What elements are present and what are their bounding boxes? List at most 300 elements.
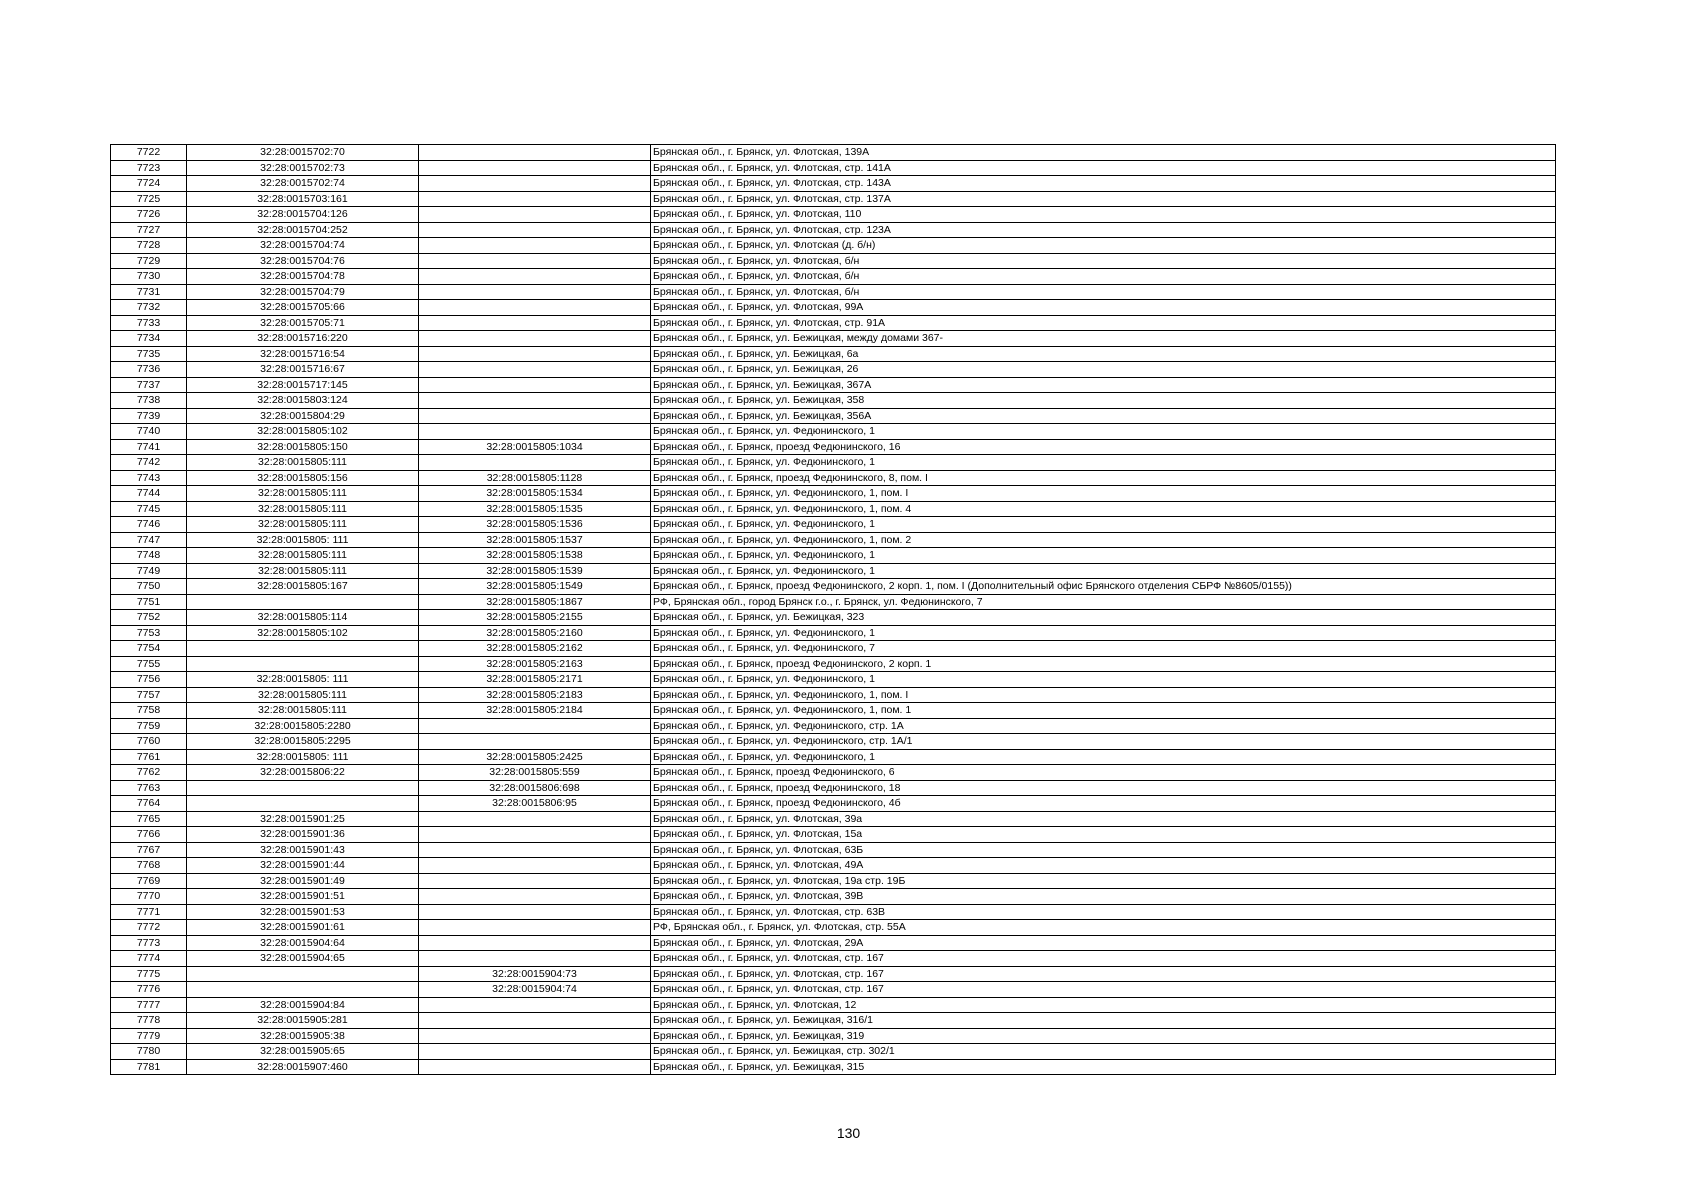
land-cadastral-number-cell: 32:28:0015703:161 bbox=[187, 191, 419, 207]
land-cadastral-number-cell: 32:28:0015805:111 bbox=[187, 687, 419, 703]
land-cadastral-number-cell: 32:28:0015702:74 bbox=[187, 176, 419, 192]
table-row bbox=[111, 734, 1556, 750]
object-cadastral-number-cell bbox=[419, 269, 651, 285]
object-cadastral-number-cell bbox=[419, 253, 651, 269]
address-cell: Брянская обл., г. Брянск, ул. Флотская (д. б/н) bbox=[651, 238, 1556, 254]
table-row bbox=[111, 780, 1556, 796]
row-number-cell: 7777 bbox=[111, 997, 187, 1013]
row-number-cell: 7724 bbox=[111, 176, 187, 192]
row-number-cell: 7743 bbox=[111, 470, 187, 486]
row-number-cell: 7747 bbox=[111, 532, 187, 548]
table-row bbox=[111, 563, 1556, 579]
table-row bbox=[111, 656, 1556, 672]
object-cadastral-number-cell bbox=[419, 997, 651, 1013]
address-cell: Брянская обл., г. Брянск, ул. Бежицкая, 323 bbox=[651, 610, 1556, 626]
address-cell: Брянская обл., г. Брянск, ул. Флотская, 49А bbox=[651, 858, 1556, 874]
land-cadastral-number-cell: 32:28:0015805:2295 bbox=[187, 734, 419, 750]
object-cadastral-number-cell bbox=[419, 362, 651, 378]
table-row bbox=[111, 284, 1556, 300]
object-cadastral-number-cell: 32:28:0015904:74 bbox=[419, 982, 651, 998]
address-cell: Брянская обл., г. Брянск, ул. Флотская, 99А bbox=[651, 300, 1556, 316]
address-cell: Брянская обл., г. Брянск, ул. Бежицкая, 26 bbox=[651, 362, 1556, 378]
object-cadastral-number-cell: 32:28:0015805:1539 bbox=[419, 563, 651, 579]
table-row bbox=[111, 873, 1556, 889]
table-row bbox=[111, 594, 1556, 610]
land-cadastral-number-cell: 32:28:0015704:252 bbox=[187, 222, 419, 238]
table-row bbox=[111, 408, 1556, 424]
land-cadastral-number-cell bbox=[187, 656, 419, 672]
land-cadastral-number-cell: 32:28:0015901:53 bbox=[187, 904, 419, 920]
row-number-cell: 7734 bbox=[111, 331, 187, 347]
object-cadastral-number-cell bbox=[419, 858, 651, 874]
row-number-cell: 7740 bbox=[111, 424, 187, 440]
address-cell: Брянская обл., г. Брянск, ул. Флотская, стр. 143А bbox=[651, 176, 1556, 192]
land-cadastral-number-cell: 32:28:0015907:460 bbox=[187, 1059, 419, 1075]
row-number-cell: 7771 bbox=[111, 904, 187, 920]
row-number-cell: 7736 bbox=[111, 362, 187, 378]
table-row bbox=[111, 687, 1556, 703]
table-row bbox=[111, 238, 1556, 254]
address-cell: Брянская обл., г. Брянск, ул. Бежицкая, стр. 302/1 bbox=[651, 1044, 1556, 1060]
row-number-cell: 7762 bbox=[111, 765, 187, 781]
table-row bbox=[111, 858, 1556, 874]
object-cadastral-number-cell: 32:28:0015805:2163 bbox=[419, 656, 651, 672]
table-row bbox=[111, 749, 1556, 765]
address-cell: Брянская обл., г. Брянск, ул. Федюнинского, 1 bbox=[651, 517, 1556, 533]
land-cadastral-number-cell: 32:28:0015805:111 bbox=[187, 548, 419, 564]
object-cadastral-number-cell bbox=[419, 424, 651, 440]
object-cadastral-number-cell bbox=[419, 1059, 651, 1075]
object-cadastral-number-cell bbox=[419, 346, 651, 362]
table-row bbox=[111, 889, 1556, 905]
object-cadastral-number-cell: 32:28:0015805:1549 bbox=[419, 579, 651, 595]
address-cell: Брянская обл., г. Брянск, ул. Федюнинского, 1 bbox=[651, 424, 1556, 440]
address-cell: Брянская обл., г. Брянск, ул. Флотская, 139А bbox=[651, 145, 1556, 161]
row-number-cell: 7756 bbox=[111, 672, 187, 688]
row-number-cell: 7733 bbox=[111, 315, 187, 331]
object-cadastral-number-cell bbox=[419, 238, 651, 254]
land-cadastral-number-cell: 32:28:0015805:102 bbox=[187, 424, 419, 440]
table-row bbox=[111, 207, 1556, 223]
table-row bbox=[111, 672, 1556, 688]
row-number-cell: 7735 bbox=[111, 346, 187, 362]
table-row bbox=[111, 997, 1556, 1013]
table-row bbox=[111, 517, 1556, 533]
table-row bbox=[111, 191, 1556, 207]
land-cadastral-number-cell: 32:28:0015901:43 bbox=[187, 842, 419, 858]
land-cadastral-number-cell: 32:28:0015805:150 bbox=[187, 439, 419, 455]
row-number-cell: 7755 bbox=[111, 656, 187, 672]
row-number-cell: 7775 bbox=[111, 966, 187, 982]
row-number-cell: 7773 bbox=[111, 935, 187, 951]
row-number-cell: 7732 bbox=[111, 300, 187, 316]
table-row bbox=[111, 346, 1556, 362]
address-cell: Брянская обл., г. Брянск, ул. Бежицкая, 319 bbox=[651, 1028, 1556, 1044]
table-row bbox=[111, 439, 1556, 455]
table-row bbox=[111, 827, 1556, 843]
table-row bbox=[111, 331, 1556, 347]
land-cadastral-number-cell: 32:28:0015704:126 bbox=[187, 207, 419, 223]
land-cadastral-number-cell: 32:28:0015716:220 bbox=[187, 331, 419, 347]
table-row bbox=[111, 377, 1556, 393]
object-cadastral-number-cell bbox=[419, 1044, 651, 1060]
land-cadastral-number-cell: 32:28:0015704:78 bbox=[187, 269, 419, 285]
object-cadastral-number-cell bbox=[419, 160, 651, 176]
address-cell: Брянская обл., г. Брянск, проезд Федюнинского, 16 bbox=[651, 439, 1556, 455]
registry-table-body bbox=[111, 145, 1556, 1075]
object-cadastral-number-cell: 32:28:0015805:2160 bbox=[419, 625, 651, 641]
table-row bbox=[111, 641, 1556, 657]
land-cadastral-number-cell: 32:28:0015804:29 bbox=[187, 408, 419, 424]
row-number-cell: 7746 bbox=[111, 517, 187, 533]
address-cell: Брянская обл., г. Брянск, ул. Флотская, б/н bbox=[651, 269, 1556, 285]
address-cell: Брянская обл., г. Брянск, ул. Флотская, б/н bbox=[651, 253, 1556, 269]
object-cadastral-number-cell: 32:28:0015904:73 bbox=[419, 966, 651, 982]
address-cell: Брянская обл., г. Брянск, проезд Федюнинского, 4б bbox=[651, 796, 1556, 812]
land-cadastral-number-cell: 32:28:0015705:71 bbox=[187, 315, 419, 331]
object-cadastral-number-cell bbox=[419, 284, 651, 300]
row-number-cell: 7779 bbox=[111, 1028, 187, 1044]
land-cadastral-number-cell: 32:28:0015805:167 bbox=[187, 579, 419, 595]
address-cell: Брянская обл., г. Брянск, ул. Бежицкая, между домами 367- bbox=[651, 331, 1556, 347]
row-number-cell: 7770 bbox=[111, 889, 187, 905]
table-row bbox=[111, 269, 1556, 285]
row-number-cell: 7729 bbox=[111, 253, 187, 269]
row-number-cell: 7767 bbox=[111, 842, 187, 858]
object-cadastral-number-cell bbox=[419, 873, 651, 889]
row-number-cell: 7780 bbox=[111, 1044, 187, 1060]
address-cell: Брянская обл., г. Брянск, ул. Флотская, 39В bbox=[651, 889, 1556, 905]
object-cadastral-number-cell: 32:28:0015805:1534 bbox=[419, 486, 651, 502]
land-cadastral-number-cell: 32:28:0015901:49 bbox=[187, 873, 419, 889]
table-row bbox=[111, 842, 1556, 858]
address-cell: Брянская обл., г. Брянск, проезд Федюнинского, 2 корп. 1, пом. I (Дополнительный офис Брянского отделения СБРФ №8605/0155)) bbox=[651, 579, 1556, 595]
object-cadastral-number-cell bbox=[419, 191, 651, 207]
address-cell: Брянская обл., г. Брянск, ул. Флотская, 19а стр. 19Б bbox=[651, 873, 1556, 889]
land-cadastral-number-cell: 32:28:0015702:73 bbox=[187, 160, 419, 176]
row-number-cell: 7723 bbox=[111, 160, 187, 176]
object-cadastral-number-cell: 32:28:0015805:1538 bbox=[419, 548, 651, 564]
row-number-cell: 7741 bbox=[111, 439, 187, 455]
address-cell: Брянская обл., г. Брянск, ул. Федюнинского, 1 bbox=[651, 455, 1556, 471]
row-number-cell: 7761 bbox=[111, 749, 187, 765]
address-cell: Брянская обл., г. Брянск, ул. Федюнинского, стр. 1А bbox=[651, 718, 1556, 734]
object-cadastral-number-cell bbox=[419, 951, 651, 967]
table-row bbox=[111, 362, 1556, 378]
land-cadastral-number-cell: 32:28:0015704:74 bbox=[187, 238, 419, 254]
land-cadastral-number-cell: 32:28:0015806:22 bbox=[187, 765, 419, 781]
land-cadastral-number-cell: 32:28:0015805:111 bbox=[187, 703, 419, 719]
land-cadastral-number-cell: 32:28:0015904:84 bbox=[187, 997, 419, 1013]
land-cadastral-number-cell: 32:28:0015805:111 bbox=[187, 486, 419, 502]
row-number-cell: 7774 bbox=[111, 951, 187, 967]
address-cell: Брянская обл., г. Брянск, ул. Бежицкая, 315 bbox=[651, 1059, 1556, 1075]
object-cadastral-number-cell bbox=[419, 377, 651, 393]
row-number-cell: 7725 bbox=[111, 191, 187, 207]
table-row bbox=[111, 532, 1556, 548]
table-row bbox=[111, 625, 1556, 641]
table-row bbox=[111, 315, 1556, 331]
row-number-cell: 7769 bbox=[111, 873, 187, 889]
land-cadastral-number-cell: 32:28:0015803:124 bbox=[187, 393, 419, 409]
row-number-cell: 7737 bbox=[111, 377, 187, 393]
address-cell: Брянская обл., г. Брянск, ул. Бежицкая, 358 bbox=[651, 393, 1556, 409]
object-cadastral-number-cell: 32:28:0015805:1537 bbox=[419, 532, 651, 548]
land-cadastral-number-cell: 32:28:0015805:2280 bbox=[187, 718, 419, 734]
object-cadastral-number-cell: 32:28:0015805:2162 bbox=[419, 641, 651, 657]
row-number-cell: 7776 bbox=[111, 982, 187, 998]
object-cadastral-number-cell: 32:28:0015805:1535 bbox=[419, 501, 651, 517]
object-cadastral-number-cell bbox=[419, 842, 651, 858]
object-cadastral-number-cell bbox=[419, 408, 651, 424]
object-cadastral-number-cell bbox=[419, 827, 651, 843]
address-cell: Брянская обл., г. Брянск, ул. Федюнинского, 1 bbox=[651, 672, 1556, 688]
land-cadastral-number-cell: 32:28:0015901:61 bbox=[187, 920, 419, 936]
table-row bbox=[111, 796, 1556, 812]
object-cadastral-number-cell bbox=[419, 207, 651, 223]
row-number-cell: 7753 bbox=[111, 625, 187, 641]
row-number-cell: 7760 bbox=[111, 734, 187, 750]
row-number-cell: 7738 bbox=[111, 393, 187, 409]
table-row bbox=[111, 718, 1556, 734]
table-row bbox=[111, 1044, 1556, 1060]
address-cell: Брянская обл., г. Брянск, ул. Флотская, 110 bbox=[651, 207, 1556, 223]
row-number-cell: 7726 bbox=[111, 207, 187, 223]
address-cell: Брянская обл., г. Брянск, ул. Бежицкая, 316/1 bbox=[651, 1013, 1556, 1029]
table-row bbox=[111, 765, 1556, 781]
row-number-cell: 7722 bbox=[111, 145, 187, 161]
row-number-cell: 7758 bbox=[111, 703, 187, 719]
address-cell: Брянская обл., г. Брянск, ул. Федюнинского, 1 bbox=[651, 749, 1556, 765]
address-cell: Брянская обл., г. Брянск, ул. Флотская, стр. 123А bbox=[651, 222, 1556, 238]
object-cadastral-number-cell bbox=[419, 889, 651, 905]
object-cadastral-number-cell: 32:28:0015806:95 bbox=[419, 796, 651, 812]
address-cell: Брянская обл., г. Брянск, ул. Федюнинского, стр. 1А/1 bbox=[651, 734, 1556, 750]
table-row bbox=[111, 966, 1556, 982]
land-cadastral-number-cell: 32:28:0015904:65 bbox=[187, 951, 419, 967]
address-cell: Брянская обл., г. Брянск, ул. Флотская, 15а bbox=[651, 827, 1556, 843]
land-cadastral-number-cell: 32:28:0015905:281 bbox=[187, 1013, 419, 1029]
table-row bbox=[111, 300, 1556, 316]
object-cadastral-number-cell bbox=[419, 176, 651, 192]
row-number-cell: 7766 bbox=[111, 827, 187, 843]
land-cadastral-number-cell: 32:28:0015905:65 bbox=[187, 1044, 419, 1060]
object-cadastral-number-cell: 32:28:0015805:2425 bbox=[419, 749, 651, 765]
row-number-cell: 7764 bbox=[111, 796, 187, 812]
address-cell: Брянская обл., г. Брянск, ул. Бежицкая, 6а bbox=[651, 346, 1556, 362]
land-cadastral-number-cell: 32:28:0015901:25 bbox=[187, 811, 419, 827]
row-number-cell: 7749 bbox=[111, 563, 187, 579]
table-row bbox=[111, 145, 1556, 161]
object-cadastral-number-cell bbox=[419, 1028, 651, 1044]
land-cadastral-number-cell: 32:28:0015702:70 bbox=[187, 145, 419, 161]
row-number-cell: 7757 bbox=[111, 687, 187, 703]
row-number-cell: 7739 bbox=[111, 408, 187, 424]
address-cell: Брянская обл., г. Брянск, ул. Федюнинского, 1, пом. 1 bbox=[651, 703, 1556, 719]
address-cell: Брянская обл., г. Брянск, проезд Федюнинского, 18 bbox=[651, 780, 1556, 796]
land-cadastral-number-cell bbox=[187, 594, 419, 610]
land-cadastral-number-cell: 32:28:0015805:102 bbox=[187, 625, 419, 641]
object-cadastral-number-cell: 32:28:0015805:2155 bbox=[419, 610, 651, 626]
table-row bbox=[111, 160, 1556, 176]
row-number-cell: 7744 bbox=[111, 486, 187, 502]
object-cadastral-number-cell: 32:28:0015805:1034 bbox=[419, 439, 651, 455]
object-cadastral-number-cell bbox=[419, 315, 651, 331]
address-cell: Брянская обл., г. Брянск, ул. Федюнинского, 1 bbox=[651, 548, 1556, 564]
address-cell: Брянская обл., г. Брянск, ул. Федюнинского, 1, пом. I bbox=[651, 486, 1556, 502]
table-row bbox=[111, 393, 1556, 409]
object-cadastral-number-cell bbox=[419, 331, 651, 347]
land-cadastral-number-cell: 32:28:0015717:145 bbox=[187, 377, 419, 393]
address-cell: Брянская обл., г. Брянск, проезд Федюнинского, 8, пом. I bbox=[651, 470, 1556, 486]
address-cell: Брянская обл., г. Брянск, ул. Федюнинского, 7 bbox=[651, 641, 1556, 657]
table-row bbox=[111, 548, 1556, 564]
address-cell: Брянская обл., г. Брянск, ул. Флотская, б/н bbox=[651, 284, 1556, 300]
registry-table-container bbox=[110, 144, 1556, 1075]
object-cadastral-number-cell bbox=[419, 935, 651, 951]
row-number-cell: 7752 bbox=[111, 610, 187, 626]
row-number-cell: 7731 bbox=[111, 284, 187, 300]
address-cell: РФ, Брянская обл., г. Брянск, ул. Флотская, стр. 55А bbox=[651, 920, 1556, 936]
object-cadastral-number-cell bbox=[419, 300, 651, 316]
land-cadastral-number-cell: 32:28:0015716:54 bbox=[187, 346, 419, 362]
address-cell: Брянская обл., г. Брянск, ул. Флотская, стр. 63В bbox=[651, 904, 1556, 920]
land-cadastral-number-cell: 32:28:0015805:111 bbox=[187, 517, 419, 533]
table-row bbox=[111, 486, 1556, 502]
land-cadastral-number-cell bbox=[187, 641, 419, 657]
address-cell: Брянская обл., г. Брянск, ул. Бежицкая, 356А bbox=[651, 408, 1556, 424]
row-number-cell: 7759 bbox=[111, 718, 187, 734]
address-cell: Брянская обл., г. Брянск, ул. Флотская, 12 bbox=[651, 997, 1556, 1013]
address-cell: Брянская обл., г. Брянск, ул. Флотская, 63Б bbox=[651, 842, 1556, 858]
row-number-cell: 7763 bbox=[111, 780, 187, 796]
address-cell: Брянская обл., г. Брянск, ул. Федюнинского, 1, пом. 4 bbox=[651, 501, 1556, 517]
object-cadastral-number-cell: 32:28:0015805:2184 bbox=[419, 703, 651, 719]
object-cadastral-number-cell bbox=[419, 145, 651, 161]
address-cell: Брянская обл., г. Брянск, проезд Федюнинского, 6 bbox=[651, 765, 1556, 781]
table-row bbox=[111, 455, 1556, 471]
address-cell: Брянская обл., г. Брянск, ул. Флотская, стр. 167 bbox=[651, 982, 1556, 998]
registry-table bbox=[110, 144, 1556, 1075]
address-cell: Брянская обл., г. Брянск, ул. Бежицкая, 367А bbox=[651, 377, 1556, 393]
row-number-cell: 7781 bbox=[111, 1059, 187, 1075]
table-row bbox=[111, 982, 1556, 998]
row-number-cell: 7728 bbox=[111, 238, 187, 254]
land-cadastral-number-cell: 32:28:0015805:156 bbox=[187, 470, 419, 486]
address-cell: РФ, Брянская обл., город Брянск г.о., г. Брянск, ул. Федюнинского, 7 bbox=[651, 594, 1556, 610]
table-row bbox=[111, 176, 1556, 192]
table-row bbox=[111, 920, 1556, 936]
row-number-cell: 7727 bbox=[111, 222, 187, 238]
object-cadastral-number-cell bbox=[419, 734, 651, 750]
land-cadastral-number-cell: 32:28:0015901:44 bbox=[187, 858, 419, 874]
row-number-cell: 7748 bbox=[111, 548, 187, 564]
object-cadastral-number-cell: 32:28:0015805:1536 bbox=[419, 517, 651, 533]
table-row bbox=[111, 579, 1556, 595]
address-cell: Брянская обл., г. Брянск, ул. Флотская, стр. 91А bbox=[651, 315, 1556, 331]
table-row bbox=[111, 935, 1556, 951]
land-cadastral-number-cell: 32:28:0015805:111 bbox=[187, 455, 419, 471]
row-number-cell: 7772 bbox=[111, 920, 187, 936]
table-row bbox=[111, 501, 1556, 517]
row-number-cell: 7765 bbox=[111, 811, 187, 827]
table-row bbox=[111, 253, 1556, 269]
land-cadastral-number-cell: 32:28:0015716:67 bbox=[187, 362, 419, 378]
table-row bbox=[111, 610, 1556, 626]
land-cadastral-number-cell: 32:28:0015901:36 bbox=[187, 827, 419, 843]
table-row bbox=[111, 1028, 1556, 1044]
row-number-cell: 7754 bbox=[111, 641, 187, 657]
address-cell: Брянская обл., г. Брянск, ул. Федюнинского, 1 bbox=[651, 625, 1556, 641]
row-number-cell: 7742 bbox=[111, 455, 187, 471]
address-cell: Брянская обл., г. Брянск, ул. Флотская, стр. 137А bbox=[651, 191, 1556, 207]
object-cadastral-number-cell bbox=[419, 920, 651, 936]
object-cadastral-number-cell bbox=[419, 904, 651, 920]
land-cadastral-number-cell: 32:28:0015704:76 bbox=[187, 253, 419, 269]
object-cadastral-number-cell bbox=[419, 455, 651, 471]
address-cell: Брянская обл., г. Брянск, ул. Флотская, 29А bbox=[651, 935, 1556, 951]
land-cadastral-number-cell: 32:28:0015705:66 bbox=[187, 300, 419, 316]
land-cadastral-number-cell bbox=[187, 966, 419, 982]
address-cell: Брянская обл., г. Брянск, проезд Федюнинского, 2 корп. 1 bbox=[651, 656, 1556, 672]
row-number-cell: 7768 bbox=[111, 858, 187, 874]
land-cadastral-number-cell bbox=[187, 982, 419, 998]
row-number-cell: 7745 bbox=[111, 501, 187, 517]
object-cadastral-number-cell: 32:28:0015806:698 bbox=[419, 780, 651, 796]
table-row bbox=[111, 904, 1556, 920]
object-cadastral-number-cell bbox=[419, 1013, 651, 1029]
row-number-cell: 7750 bbox=[111, 579, 187, 595]
table-row bbox=[111, 703, 1556, 719]
land-cadastral-number-cell: 32:28:0015904:64 bbox=[187, 935, 419, 951]
table-row bbox=[111, 1013, 1556, 1029]
address-cell: Брянская обл., г. Брянск, ул. Федюнинского, 1, пом. I bbox=[651, 687, 1556, 703]
address-cell: Брянская обл., г. Брянск, ул. Флотская, стр. 167 bbox=[651, 966, 1556, 982]
object-cadastral-number-cell bbox=[419, 393, 651, 409]
land-cadastral-number-cell: 32:28:0015805: 111 bbox=[187, 532, 419, 548]
table-row bbox=[111, 222, 1556, 238]
land-cadastral-number-cell: 32:28:0015805:114 bbox=[187, 610, 419, 626]
object-cadastral-number-cell: 32:28:0015805:2183 bbox=[419, 687, 651, 703]
object-cadastral-number-cell: 32:28:0015805:559 bbox=[419, 765, 651, 781]
land-cadastral-number-cell: 32:28:0015704:79 bbox=[187, 284, 419, 300]
table-row bbox=[111, 424, 1556, 440]
object-cadastral-number-cell: 32:28:0015805:2171 bbox=[419, 672, 651, 688]
address-cell: Брянская обл., г. Брянск, ул. Федюнинского, 1, пом. 2 bbox=[651, 532, 1556, 548]
table-row bbox=[111, 1059, 1556, 1075]
address-cell: Брянская обл., г. Брянск, ул. Флотская, 39а bbox=[651, 811, 1556, 827]
land-cadastral-number-cell: 32:28:0015805: 111 bbox=[187, 672, 419, 688]
row-number-cell: 7730 bbox=[111, 269, 187, 285]
object-cadastral-number-cell bbox=[419, 811, 651, 827]
object-cadastral-number-cell bbox=[419, 718, 651, 734]
table-row bbox=[111, 951, 1556, 967]
land-cadastral-number-cell: 32:28:0015805: 111 bbox=[187, 749, 419, 765]
object-cadastral-number-cell: 32:28:0015805:1128 bbox=[419, 470, 651, 486]
land-cadastral-number-cell: 32:28:0015805:111 bbox=[187, 501, 419, 517]
land-cadastral-number-cell: 32:28:0015901:51 bbox=[187, 889, 419, 905]
address-cell: Брянская обл., г. Брянск, ул. Флотская, стр. 141А bbox=[651, 160, 1556, 176]
page-number: 130 bbox=[836, 1125, 861, 1141]
address-cell: Брянская обл., г. Брянск, ул. Федюнинского, 1 bbox=[651, 563, 1556, 579]
object-cadastral-number-cell bbox=[419, 222, 651, 238]
object-cadastral-number-cell: 32:28:0015805:1867 bbox=[419, 594, 651, 610]
land-cadastral-number-cell: 32:28:0015805:111 bbox=[187, 563, 419, 579]
row-number-cell: 7778 bbox=[111, 1013, 187, 1029]
table-row bbox=[111, 811, 1556, 827]
land-cadastral-number-cell bbox=[187, 780, 419, 796]
land-cadastral-number-cell: 32:28:0015905:38 bbox=[187, 1028, 419, 1044]
